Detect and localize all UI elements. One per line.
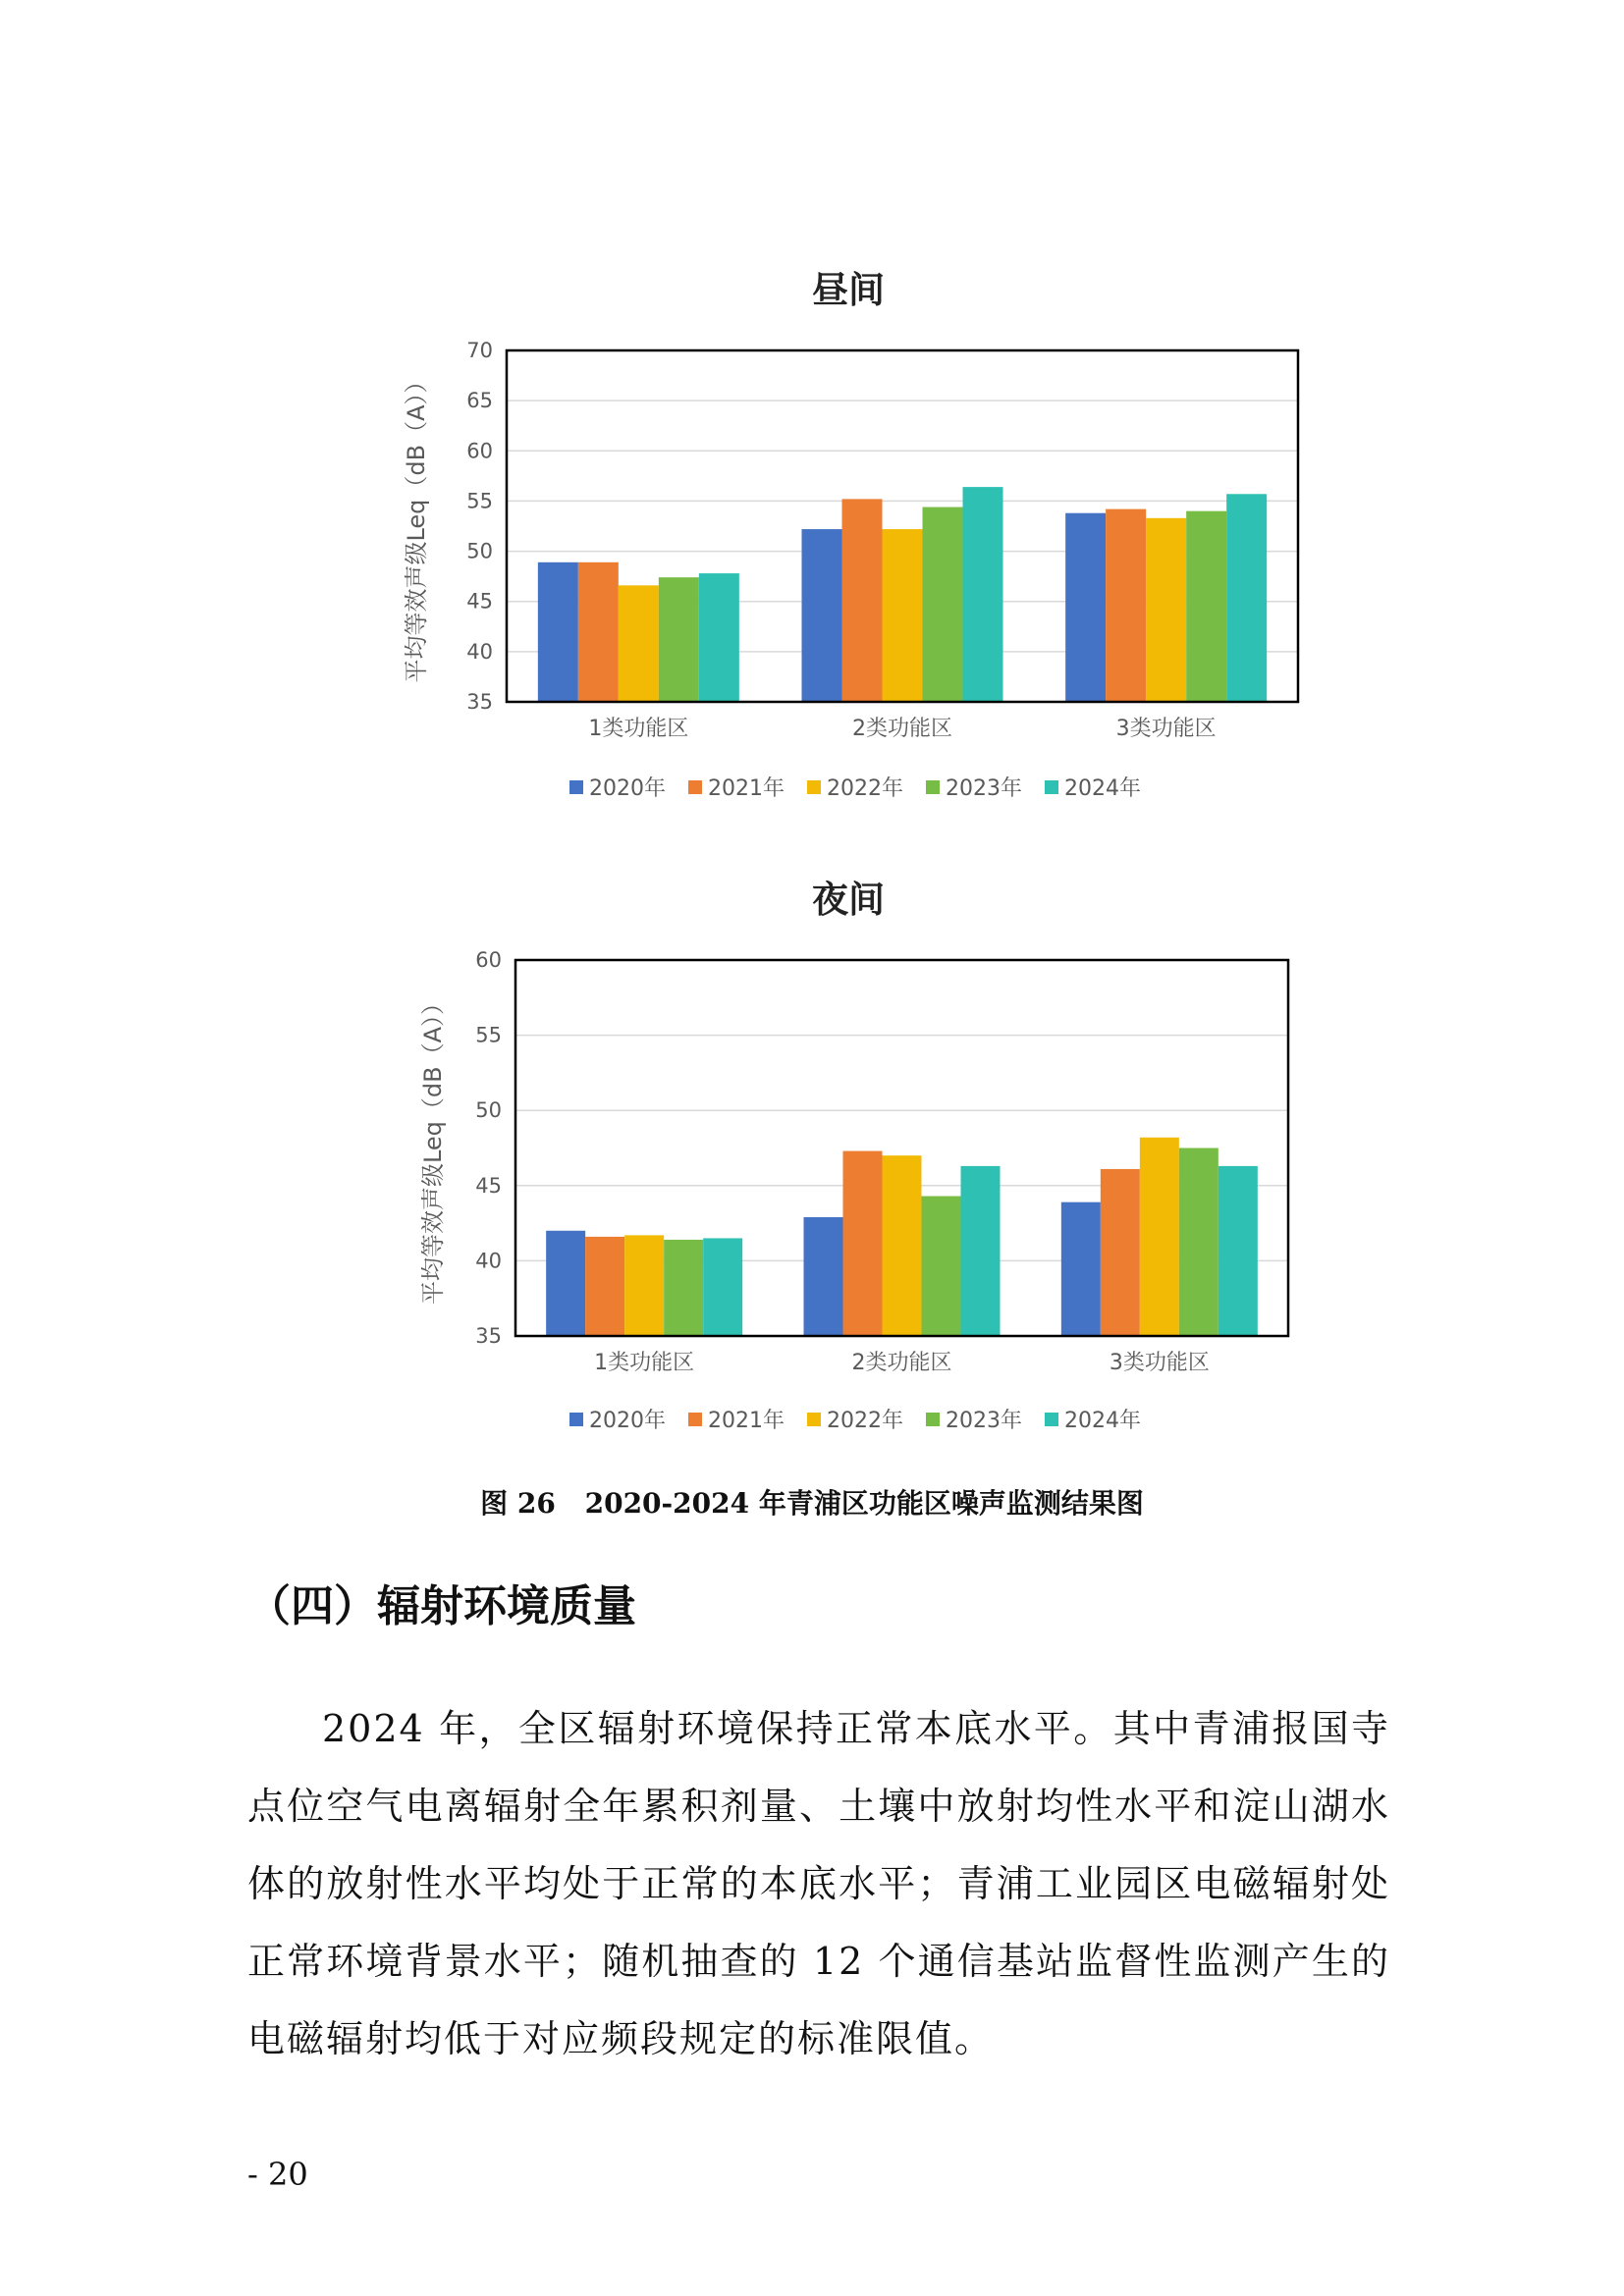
bar-2023-1	[664, 1240, 703, 1336]
y-tick-label: 45	[475, 1173, 502, 1198]
legend-label: 2024年	[1064, 776, 1141, 801]
nighttime-noise-chart	[0, 864, 1624, 1463]
body-paragraph: 2024 年，全区辐射环境保持正常本底水平。其中青浦报国寺点位空气电离辐射全年累积剂量、土壤中放射均性水平和淀山湖水体的放射性水平均处于正常的本底水平；青浦工业园区电磁辐射处正常环境背景水平；随机抽查的 12 个通信基站监督性监测产生的电磁辐射均低于对应频段规定的标准限值。	[247, 1707, 1390, 2060]
bar-2021-3	[1101, 1169, 1140, 1336]
bar-2021-3	[1106, 509, 1146, 702]
y-tick-label: 55	[466, 489, 493, 513]
legend-swatch-2020	[569, 780, 583, 794]
figure-number: 图 26	[480, 1487, 556, 1520]
category-label: 1类功能区	[588, 717, 689, 741]
bar-2020-2	[804, 1217, 843, 1336]
bar-2020-1	[538, 562, 578, 702]
legend-swatch-2023	[926, 780, 940, 794]
bar-2020-1	[546, 1231, 585, 1336]
y-tick-label: 50	[475, 1098, 502, 1123]
chart-title: 昼间	[812, 269, 885, 311]
chart-title: 夜间	[812, 879, 885, 921]
bar-2024-2	[961, 1166, 1001, 1336]
bar-2023-1	[659, 577, 699, 702]
daytime-noise-chart	[0, 255, 1624, 815]
y-tick-label: 60	[475, 948, 502, 972]
bar-2021-2	[842, 499, 883, 702]
bar-2022-3	[1146, 518, 1186, 702]
y-axis-label: 平均等效声级Leq（dB（A））	[419, 990, 447, 1306]
y-tick-label: 40	[475, 1249, 502, 1273]
legend-label: 2021年	[708, 776, 785, 801]
y-tick-label: 45	[466, 589, 493, 614]
bar-2022-1	[619, 585, 659, 702]
bar-2022-2	[883, 1155, 922, 1336]
section-heading: （四）辐射环境质量	[247, 1581, 636, 1631]
legend-swatch-2021	[688, 1413, 702, 1426]
y-tick-label: 50	[466, 539, 493, 563]
bar-2021-2	[843, 1151, 883, 1336]
bar-2021-1	[585, 1237, 624, 1336]
y-tick-label: 70	[466, 339, 493, 362]
y-tick-label: 55	[475, 1023, 502, 1047]
category-label: 2类功能区	[852, 717, 952, 741]
legend-swatch-2022	[807, 1413, 821, 1426]
bar-2023-2	[923, 507, 963, 702]
legend-label: 2023年	[946, 776, 1022, 801]
category-label: 2类功能区	[851, 1351, 952, 1375]
y-tick-label: 35	[475, 1324, 502, 1348]
legend-label: 2023年	[946, 1409, 1022, 1433]
bar-2022-1	[624, 1235, 664, 1336]
category-label: 3类功能区	[1109, 1351, 1210, 1375]
legend-label: 2024年	[1064, 1409, 1141, 1433]
bar-2020-2	[802, 529, 842, 702]
figure-caption	[0, 1482, 1624, 1522]
bar-2021-1	[578, 562, 619, 702]
category-label: 3类功能区	[1115, 717, 1217, 741]
legend-swatch-2021	[688, 780, 702, 794]
y-tick-label: 35	[466, 690, 493, 714]
y-tick-label: 40	[466, 639, 493, 664]
bar-2020-3	[1061, 1202, 1101, 1336]
figure-caption-text: 2020-2024 年青浦区功能区噪声监测结果图	[584, 1487, 1144, 1520]
legend-label: 2020年	[589, 776, 666, 801]
legend-swatch-2024	[1045, 780, 1058, 794]
bar-2024-3	[1226, 494, 1267, 702]
bar-2024-2	[963, 487, 1003, 702]
bar-2024-1	[703, 1238, 742, 1336]
bar-2022-3	[1140, 1138, 1179, 1336]
legend-label: 2020年	[589, 1409, 666, 1433]
bar-2023-2	[922, 1197, 961, 1336]
y-tick-label: 65	[466, 389, 493, 413]
bar-2022-2	[883, 529, 923, 702]
legend-swatch-2022	[807, 780, 821, 794]
bar-2020-3	[1065, 513, 1106, 702]
bar-2024-1	[699, 573, 739, 702]
legend-label: 2022年	[827, 776, 903, 801]
page-number: - 20	[247, 2156, 308, 2193]
legend-swatch-2023	[926, 1413, 940, 1426]
legend-label: 2021年	[708, 1409, 785, 1433]
bar-2024-3	[1218, 1166, 1258, 1336]
legend-swatch-2020	[569, 1413, 583, 1426]
legend-swatch-2024	[1045, 1413, 1058, 1426]
legend-label: 2022年	[827, 1409, 903, 1433]
y-tick-label: 60	[466, 439, 493, 463]
bar-2023-3	[1186, 511, 1226, 702]
bar-2023-3	[1179, 1148, 1218, 1337]
category-label: 1类功能区	[594, 1351, 695, 1375]
y-axis-label: 平均等效声级Leq（dB（A））	[403, 369, 430, 683]
